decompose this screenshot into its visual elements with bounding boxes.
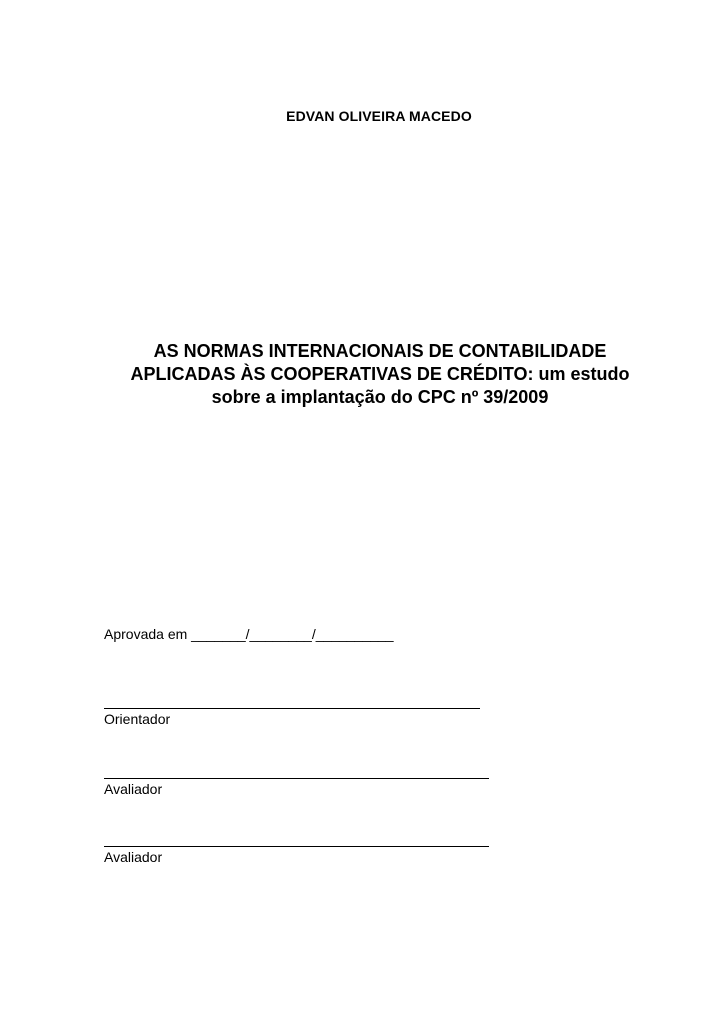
signature-label: Orientador xyxy=(104,711,171,727)
signature-block-orientador xyxy=(104,708,480,727)
title-line-1: AS NORMAS INTERNACIONAIS DE CONTABILIDADE xyxy=(153,341,607,361)
signature-label: Avaliador xyxy=(104,849,163,865)
signature-block-avaliador-1 xyxy=(104,778,489,797)
title-line-3: sobre a implantação do CPC nº 39/2009 xyxy=(211,387,549,407)
signature-block-avaliador-2 xyxy=(104,846,489,865)
signature-line xyxy=(104,708,480,709)
signature-line xyxy=(104,846,489,847)
document-title xyxy=(100,340,660,409)
author-name: EDVAN OLIVEIRA MACEDO xyxy=(286,108,472,124)
signature-line xyxy=(104,778,489,779)
signature-label: Avaliador xyxy=(104,781,163,797)
approval-date: Aprovada em _______/________/__________ xyxy=(104,626,394,642)
title-line-2: APLICADAS ÀS COOPERATIVAS DE CRÉDITO: um estudo xyxy=(130,364,630,384)
